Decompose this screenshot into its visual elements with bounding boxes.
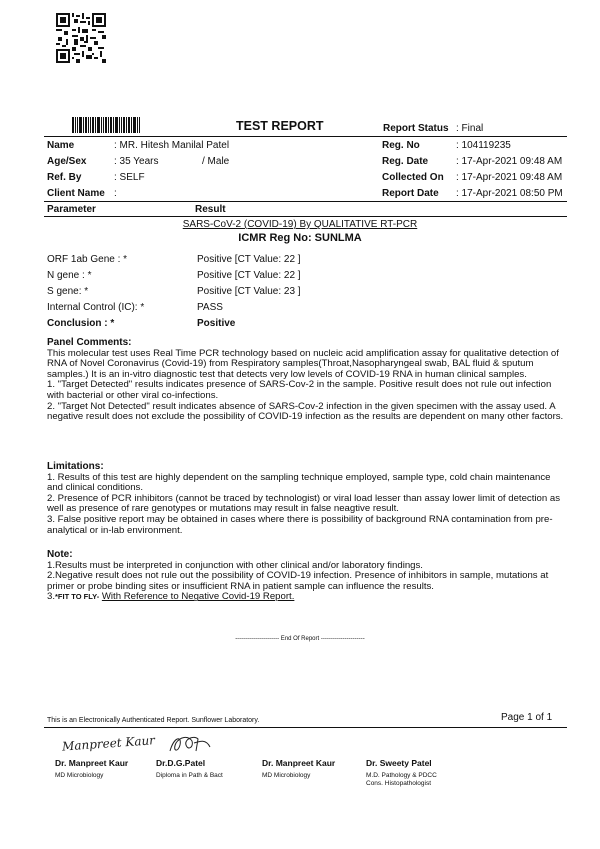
reg-date-label: Reg. Date	[382, 156, 429, 167]
doctor-4-qualification	[366, 772, 437, 788]
doctor-3-name: Dr. Manpreet Kaur	[262, 758, 336, 768]
note	[47, 550, 567, 603]
footer-divider	[44, 727, 567, 728]
result-name: ORF 1ab Gene : *	[47, 254, 128, 265]
parameter-header: Parameter	[47, 204, 96, 215]
reg-date-value: : 17-Apr-2021 09:48 AM	[456, 156, 563, 167]
panel-comments-point-1: 1. "Target Detected" results indicates presence of SARS-Cov-2 in the sample. Positive result does not rule out infection with bacterial or other viral co-infections.	[47, 379, 552, 401]
report-status-label: Report Status	[383, 123, 449, 134]
result-name: Internal Control (IC): *	[47, 302, 145, 313]
note-item-1: 1.Results must be interpreted in conjunction with other clinical and/or laboratory findings.	[47, 559, 423, 571]
report-status-value: : Final	[456, 123, 484, 134]
panel-comments-heading: Panel Comments:	[47, 337, 132, 348]
note-item-3-number: 3.	[47, 591, 56, 603]
test-title: SARS-CoV-2 (COVID-19) By QUALITATIVE RT-PCR	[182, 219, 418, 230]
doctor-1-name: Dr. Manpreet Kaur	[55, 758, 129, 768]
panel-comments-paragraph: This molecular test uses Real Time PCR technology based on nucleic acid amplification assay for qualitative detection of RNA of Novel Coronavirus (Covid-19) from Respiratory samples(Throat,Nasopharyngeal swab, BAL fluid & sputum samples.) It is an in-vitro diagnostic test that detects very low levels of COVID-19 RNA in human clinical samples.	[47, 347, 559, 380]
doctor-1-qualification: MD Microbiology	[55, 772, 104, 779]
signature-dg-patel	[166, 731, 216, 757]
doctor-2-name: Dr.D.G.Patel	[156, 758, 206, 768]
report-date-label: Report Date	[382, 188, 439, 199]
result-name: S gene: *	[47, 286, 89, 297]
limitations-heading: Limitations:	[47, 461, 104, 472]
note-heading: Note:	[47, 549, 73, 560]
reg-no-value: : 104119235	[456, 140, 511, 151]
doctor-4-qualification-line-2: Cons. Histopathologist	[366, 780, 432, 787]
limitations	[47, 462, 567, 536]
limitation-item-1: 1. Results of this test are highly dependent on the sampling technique employed, sample type, cold chain maintenance and clinical conditions.	[47, 471, 551, 494]
result-name: Conclusion : *	[47, 318, 115, 329]
sex-value: / Male	[202, 156, 230, 167]
ref-by-label: Ref. By	[47, 172, 82, 183]
table-header-divider	[44, 216, 567, 217]
result-header: Result	[195, 204, 226, 215]
note-item-2: 2.Negative result does not rule out the possibility of COVID-19 infection. Presence of inhibitors in sample, mutations at primer or probe binding sites or insufficient RNA in patient sample can influence the results.	[47, 570, 549, 592]
qr-code	[56, 12, 106, 64]
collected-on-value: : 17-Apr-2021 09:48 AM	[456, 172, 563, 183]
doctor-2-qualification: Diploma in Path & Bact	[156, 772, 223, 779]
note-reference: With Reference to Negative Covid-19 Report.	[101, 591, 295, 603]
signature-manpreet-kaur	[60, 731, 156, 757]
svg-text:Manpreet Kaur: Manpreet Kaur	[61, 733, 156, 754]
note-fit-to-fly: *FIT TO FLY-	[55, 592, 100, 602]
doctor-3-qualification: MD Microbiology	[262, 772, 311, 779]
result-value: Positive	[197, 318, 236, 329]
end-of-report: ---------------------- End Of Report ----------------------	[235, 636, 365, 642]
doctor-4-qualification-line-1: M.D. Pathology & PDCC	[366, 772, 437, 779]
patient-divider	[44, 201, 567, 202]
report-title: TEST REPORT	[236, 119, 324, 133]
panel-comments-point-2: 2. "Target Not Detected" result indicates absence of SARS-Cov-2 infection in the given specimen with the assay used. A negative result does not exclude the possibility of COVID-19 infection as the results are dependent on many other factors.	[47, 400, 564, 423]
page-number: Page 1 of 1	[501, 712, 553, 723]
panel-comments	[47, 338, 567, 423]
icmr-reg-no: ICMR Reg No: SUNLMA	[238, 232, 362, 244]
name-label: Name	[47, 140, 75, 151]
client-name-value: :	[114, 188, 117, 199]
result-value: Positive [CT Value: 22 ]	[197, 254, 301, 265]
authentication-note: This is an Electronically Authenticated Report. Sunflower Laboratory.	[47, 717, 260, 724]
barcode	[72, 117, 140, 133]
age-value: : 35 Years	[114, 156, 159, 167]
reg-no-label: Reg. No	[382, 140, 420, 151]
header-divider	[44, 136, 567, 137]
age-sex-label: Age/Sex	[47, 156, 87, 167]
ref-by-value: : SELF	[114, 172, 145, 183]
limitation-item-3: 3. False positive report may be obtained in cases where there is possibility of background RNA contamination from pre-analytical or in-lab environment.	[47, 513, 553, 536]
report-date-value: : 17-Apr-2021 08:50 PM	[456, 188, 563, 199]
note-item-3	[47, 592, 567, 603]
limitation-item-2: 2. Presence of PCR inhibitors (cannot be traced by technologist) or viral load lesser than assay lower limit of detection as well as presence of rare genotypes or mutations may result in false neagtive result.	[47, 492, 560, 515]
client-name-label: Client Name	[47, 188, 105, 199]
name-value: : MR. Hitesh Manilal Patel	[114, 140, 230, 151]
result-value: PASS	[197, 302, 223, 313]
result-value: Positive [CT Value: 23 ]	[197, 286, 301, 297]
result-value: Positive [CT Value: 22 ]	[197, 270, 301, 281]
result-name: N gene : *	[47, 270, 92, 281]
collected-on-label: Collected On	[382, 172, 444, 183]
doctor-4-name: Dr. Sweety Patel	[366, 758, 432, 768]
